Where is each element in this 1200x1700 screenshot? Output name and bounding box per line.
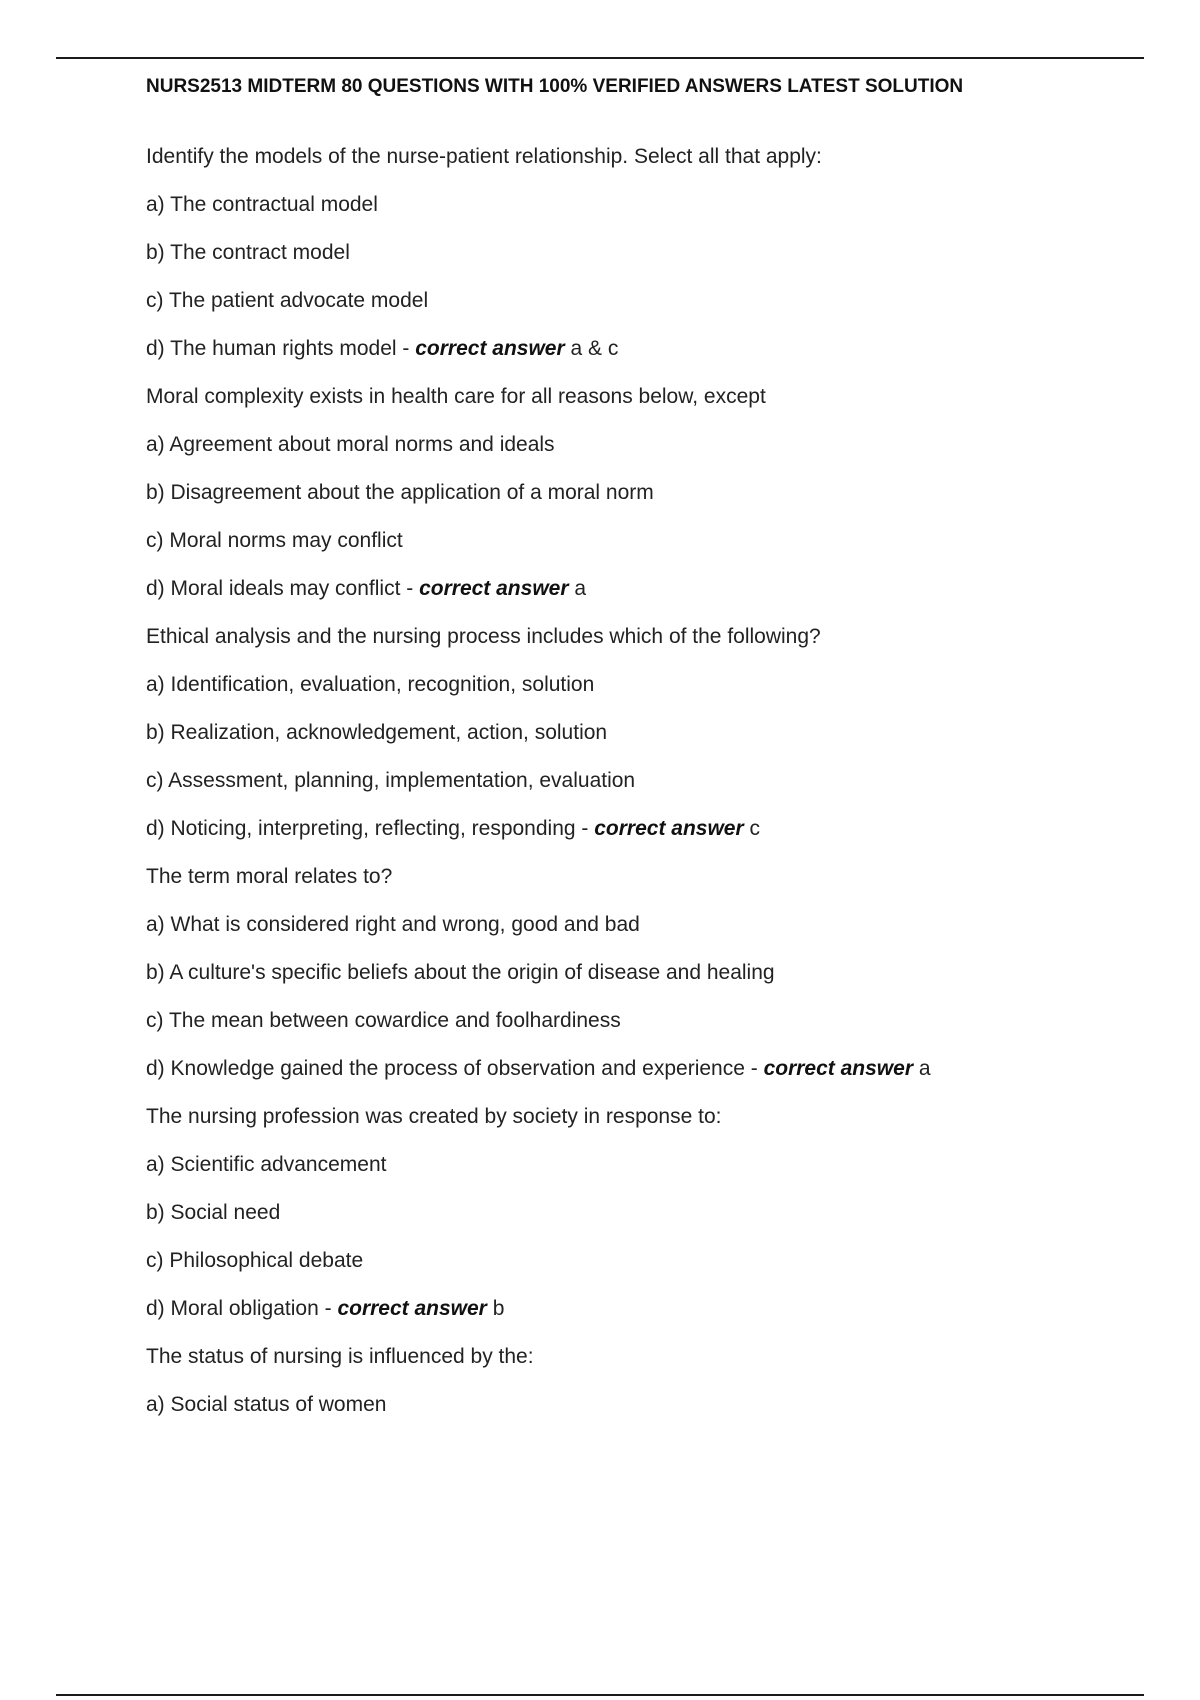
top-rule [56,57,1144,59]
question-block [146,1102,1146,1324]
option-text: d) The human rights model [146,337,397,360]
answer-option [146,238,1146,268]
option-text: d) Noticing, interpreting, reflecting, responding [146,817,576,840]
correct-answer-label: correct answer [419,577,569,600]
option-text: a) Agreement about moral norms and ideals [146,433,555,456]
question-prompt: The status of nursing is influenced by the: [146,1345,534,1368]
answer-option [146,1150,1146,1180]
answer-option [146,478,1146,508]
answer-separator: - [575,817,595,840]
correct-answer-value: a & c [570,337,619,360]
question-block [146,622,1146,844]
question-block [146,1342,1146,1420]
option-text: d) Knowledge gained the process of observation and experience [146,1057,745,1080]
correct-answer-value: a [574,577,587,600]
answer-option [146,1390,1146,1420]
option-text: b) Disagreement about the application of a moral norm [146,481,654,504]
answer-option [146,1198,1146,1228]
question-list [146,142,1146,1420]
option-text: c) Moral norms may conflict [146,529,403,552]
answer-option [146,1006,1146,1036]
answer-separator: - [400,577,420,600]
correct-answer-label: correct answer [415,337,565,360]
answer-option [146,910,1146,940]
answer-option [146,718,1146,748]
question-block [146,382,1146,604]
option-text: c) The mean between cowardice and foolhardiness [146,1009,621,1032]
correct-answer-label: correct answer [594,817,744,840]
answer-option [146,1294,1146,1324]
answer-option [146,334,1146,364]
answer-option [146,814,1146,844]
answer-separator: - [318,1297,338,1320]
option-text: c) The patient advocate model [146,289,429,312]
correct-answer-label: correct answer [337,1297,487,1320]
question-prompt: The term moral relates to? [146,865,393,888]
answer-option [146,1246,1146,1276]
option-text: a) What is considered right and wrong, good and bad [146,913,640,936]
option-text: b) The contract model [146,241,350,264]
bottom-rule [56,1694,1144,1696]
correct-answer-value: c [749,817,761,840]
option-text: b) A culture's specific beliefs about the origin of disease and healing [146,961,775,984]
answer-option [146,430,1146,460]
question-prompt: The nursing profession was created by society in response to: [146,1105,722,1128]
option-text: a) Social status of women [146,1393,387,1416]
option-text: d) Moral ideals may conflict [146,577,401,600]
option-text: a) Identification, evaluation, recognition, solution [146,673,595,696]
option-text: c) Assessment, planning, implementation, evaluation [146,769,636,792]
answer-option [146,766,1146,796]
option-text: b) Social need [146,1201,281,1224]
question-block [146,142,1146,364]
correct-answer-label: correct answer [763,1057,913,1080]
answer-option [146,1054,1146,1084]
answer-separator: - [744,1057,764,1080]
question-prompt: Ethical analysis and the nursing process includes which of the following? [146,625,821,648]
question-prompt: Moral complexity exists in health care for all reasons below, except [146,385,766,408]
option-text: b) Realization, acknowledgement, action, solution [146,721,608,744]
option-text: a) The contractual model [146,193,378,216]
answer-option [146,526,1146,556]
answer-option [146,670,1146,700]
option-text: c) Philosophical debate [146,1249,364,1272]
question-prompt: Identify the models of the nurse-patient relationship. Select all that apply: [146,145,822,168]
document-title: NURS2513 MIDTERM 80 QUESTIONS WITH 100% VERIFIED ANSWERS LATEST SOLUTION [146,76,964,97]
option-text: d) Moral obligation [146,1297,319,1320]
answer-option [146,190,1146,220]
document-page [146,74,1146,1438]
question-block [146,862,1146,1084]
answer-separator: - [396,337,416,360]
option-text: a) Scientific advancement [146,1153,387,1176]
answer-option [146,958,1146,988]
correct-answer-value: b [492,1297,505,1320]
answer-option [146,574,1146,604]
answer-option [146,286,1146,316]
correct-answer-value: a [918,1057,931,1080]
